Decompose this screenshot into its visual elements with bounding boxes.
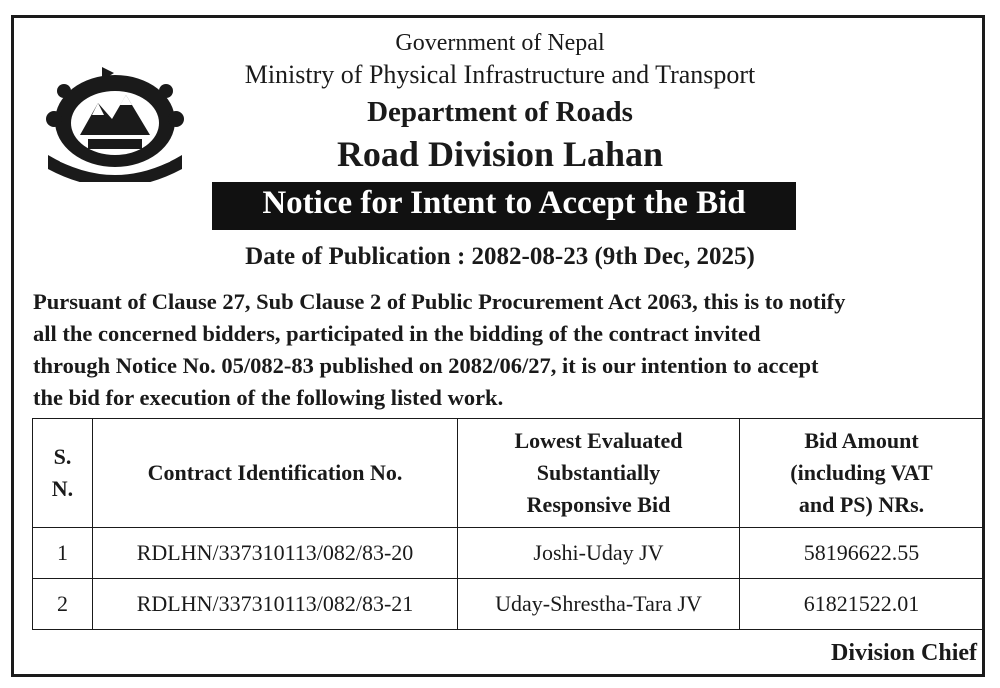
header-bidder bbox=[458, 419, 740, 528]
cell-sn: 1 bbox=[33, 528, 93, 579]
publication-date: Date of Publication : 2082-08-23 (9th Dec, 2025) bbox=[245, 243, 755, 270]
header-bidder-line: Responsive Bid bbox=[526, 492, 671, 517]
cell-bidder: Joshi-Uday JV bbox=[458, 528, 740, 579]
header-amount-line: and PS) NRs. bbox=[798, 492, 925, 517]
department-line: Department of Roads bbox=[367, 96, 633, 128]
notice-title: Notice for Intent to Accept the Bid bbox=[262, 185, 746, 221]
header-sn-line: S. bbox=[53, 444, 72, 469]
header-bidder-line: Substantially bbox=[536, 460, 661, 485]
header-contract-label: Contract Identification No. bbox=[147, 460, 403, 485]
cell-contract: RDLHN/337310113/082/83-21 bbox=[93, 579, 458, 630]
bid-table bbox=[32, 418, 984, 630]
division-line: Road Division Lahan bbox=[336, 134, 664, 174]
paragraph-line: all the concerned bidders, participated in the bidding of the contract invited bbox=[33, 321, 761, 346]
header-sn bbox=[33, 419, 93, 528]
header-amount bbox=[740, 419, 984, 528]
cell-amount: 58196622.55 bbox=[740, 528, 984, 579]
paragraph-line: through Notice No. 05/082-83 published on 2082/06/27, it is our intention to accept bbox=[33, 353, 819, 378]
cell-bidder: Uday-Shrestha-Tara JV bbox=[458, 579, 740, 630]
ministry-line: Ministry of Physical Infrastructure and Transport bbox=[244, 60, 756, 89]
cell-contract: RDLHN/337310113/082/83-20 bbox=[93, 528, 458, 579]
table-row bbox=[33, 528, 984, 579]
paragraph-line: Pursuant of Clause 27, Sub Clause 2 of Public Procurement Act 2063, this is to notify bbox=[33, 289, 846, 314]
government-line: Government of Nepal bbox=[395, 30, 605, 56]
signature-title: Division Chief bbox=[830, 640, 977, 666]
paragraph-line: the bid for execution of the following listed work. bbox=[33, 385, 504, 410]
header-amount-line: Bid Amount bbox=[804, 428, 919, 453]
table-header-row bbox=[33, 419, 984, 528]
header-amount-line: (including VAT bbox=[790, 460, 933, 485]
table-row bbox=[33, 579, 984, 630]
header-sn-line: N. bbox=[51, 476, 74, 501]
cell-amount: 61821522.01 bbox=[740, 579, 984, 630]
header-contract bbox=[93, 419, 458, 528]
header-bidder-line: Lowest Evaluated bbox=[514, 428, 683, 453]
cell-sn: 2 bbox=[33, 579, 93, 630]
